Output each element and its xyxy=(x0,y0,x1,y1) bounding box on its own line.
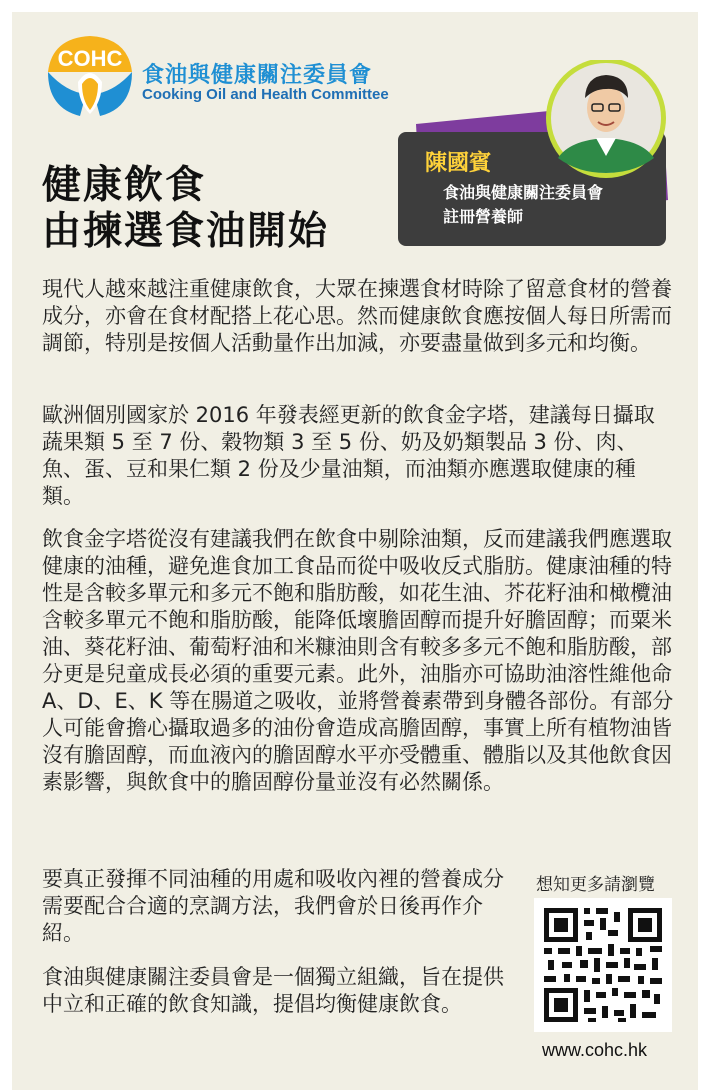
page-border-top xyxy=(0,0,708,12)
qr-code-icon xyxy=(534,898,672,1032)
org-name-chinese: 食油與健康關注委員會 xyxy=(142,63,373,88)
qr-code[interactable] xyxy=(534,898,672,1032)
body-paragraph-3: 飲食金字塔從沒有建議我們在飲食中剔除油類，反而建議我們應選取健康的油種，避免進食加工食品而從中吸收反式脂肪。健康油種的特性是含較多單元和多元不飽和脂肪酸，如花生油、芥花籽油和橄欖油含較多單元不飽和脂肪酸，能降低壞膽固醇而提升好膽固醇；而粟米油、葵花籽油、葡萄籽油和米糠油則含有較多多元不飽和脂肪酸，部分更是兒童成長必須的重要元素。此外，油脂亦可協助油溶性維他命 A、D、E、K 等在腸道之吸收，並將營養素帶到身體各部份。有部分人可能會擔心攝取過多的油份會造成高膽固醇，事實上所有植物油皆沒有膽固醇，而血液內的膽固醇水平亦受體重、體脂以及其他飲食因素影響，與飲食中的膽固醇份量並沒有必然關係。 xyxy=(42,527,674,794)
website-url[interactable]: www.cohc.hk xyxy=(542,1040,648,1060)
author-name: 陳國賓 xyxy=(425,151,492,176)
page-border-left xyxy=(0,0,12,1090)
cohc-logo xyxy=(42,32,138,120)
page-border-right xyxy=(698,0,708,1090)
body-paragraph-5: 食油與健康關注委員會是一個獨立組織，旨在提供中立和正確的飲食知識，提倡均衡健康飲食。 xyxy=(42,965,504,1016)
body-paragraph-2: 歐洲個別國家於 2016 年發表經更新的飲食金字塔，建議每日攝取蔬果類 5 至 7 份、穀物類 3 至 5 份、奶及奶類製品 3 份、肉、魚、蛋、豆和果仁類 2 份及少量油類，而油類亦應選取健康的種類。 xyxy=(42,403,655,508)
author-organization: 食油與健康關注委員會 xyxy=(443,183,604,202)
logo-text: COHC xyxy=(57,46,123,71)
headline-line-1: 健康飲食 xyxy=(42,163,207,208)
org-name-english: Cooking Oil and Health Committee xyxy=(142,86,389,103)
headline-line-2: 由揀選食油開始 xyxy=(42,209,330,254)
body-paragraph-4: 要真正發揮不同油種的用處和吸收內裡的營養成分需要配合合適的烹調方法，我們會於日後再作介紹。 xyxy=(42,867,504,945)
body-paragraph-1: 現代人越來越注重健康飲食，大眾在揀選食材時除了留意食材的營養成分，亦會在食材配搭上花心思。然而健康飲食應按個人每日所需而調節，特別是按個人活動量作出加減，亦要盡量做到多元和均衡。 xyxy=(42,277,672,355)
author-title: 註冊營養師 xyxy=(443,207,524,226)
qr-caption: 想知更多請瀏覽 xyxy=(536,875,655,895)
